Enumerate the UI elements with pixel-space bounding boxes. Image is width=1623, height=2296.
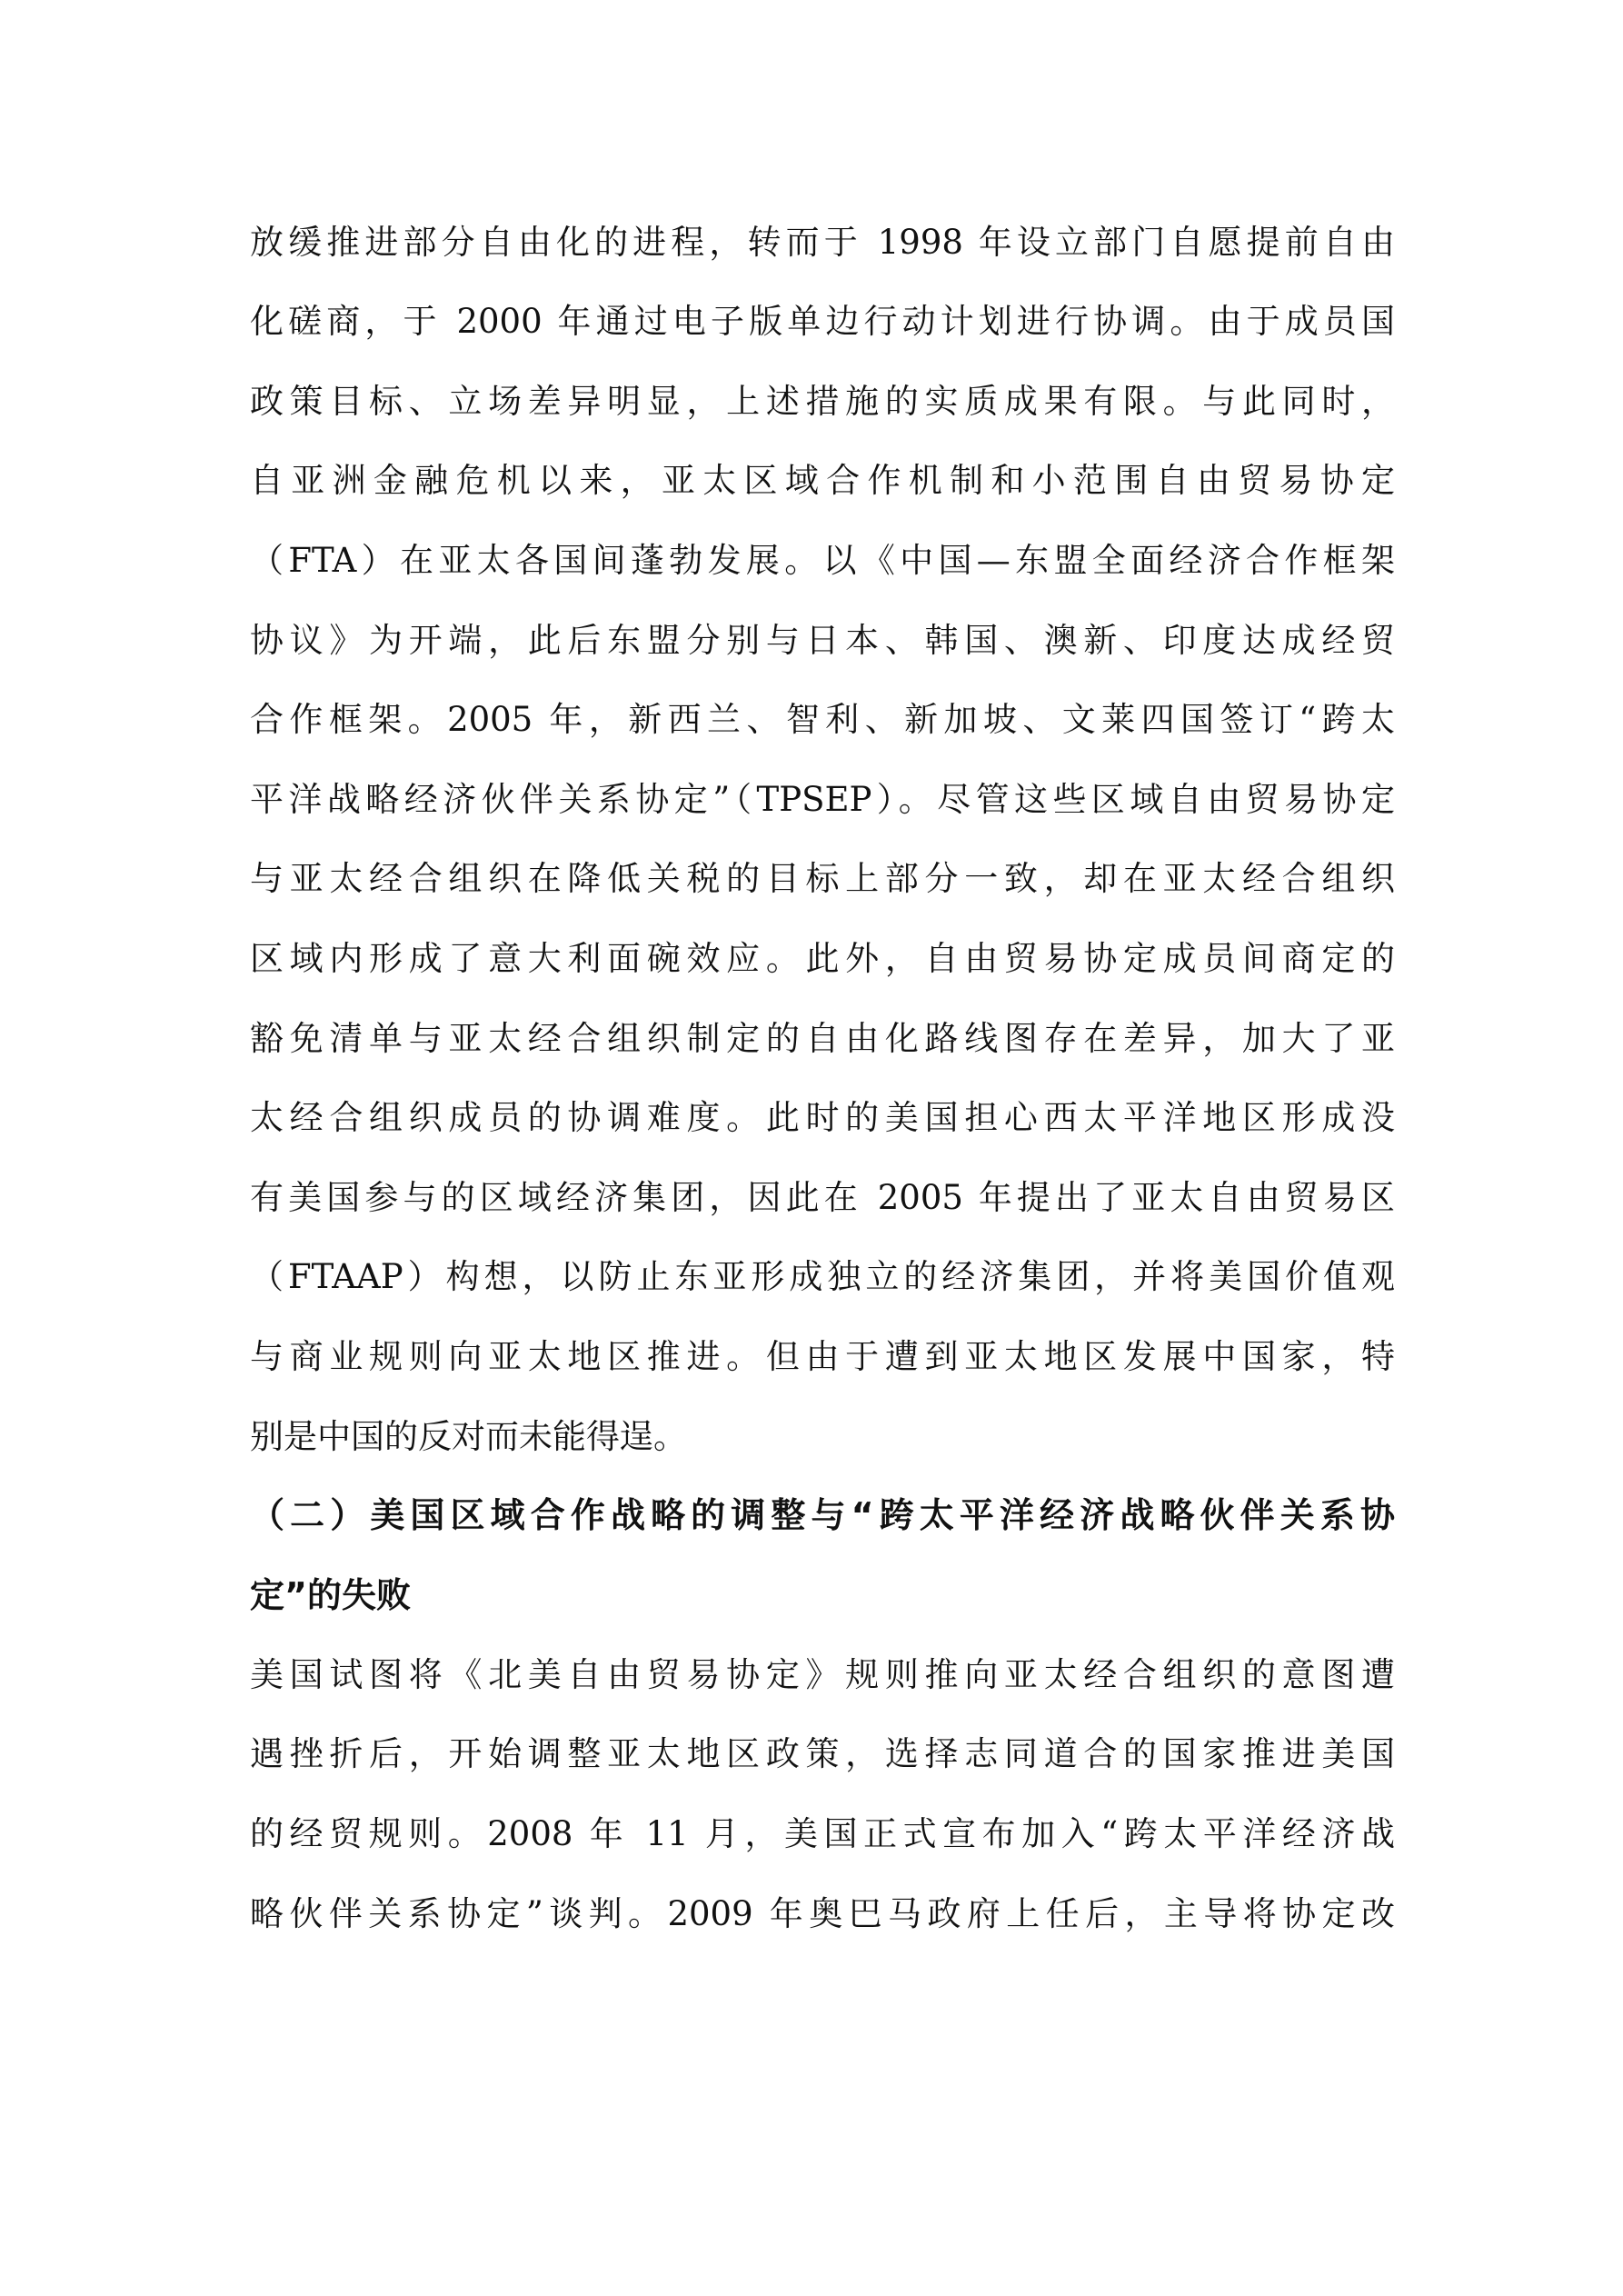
text-line: 太经合组织成员的协调难度。此时的美国担心西太平洋地区形成没 xyxy=(250,1098,1395,1137)
text-line: 平洋战略经济伙伴关系协定”（TPSEP）。尽管这些区域自由贸易协定 xyxy=(250,780,1395,819)
text-line: 合作框架。2005 年，新西兰、智利、新加坡、文莱四国签订“跨太 xyxy=(250,700,1395,739)
heading-line: 定”的失败 xyxy=(250,1575,411,1615)
text-line: 化磋商，于 2000 年通过电子版单边行动计划进行协调。由于成员国 xyxy=(250,302,1395,341)
text-line: 协议》为开端，此后东盟分别与日本、韩国、澳新、印度达成经贸 xyxy=(250,621,1395,660)
text-line: 有美国参与的区域经济集团，因此在 2005 年提出了亚太自由贸易区 xyxy=(250,1178,1395,1217)
text-line: 与亚太经合组织在降低关税的目标上部分一致，却在亚太经合组织 xyxy=(250,859,1395,898)
text-line: 遇挫折后，开始调整亚太地区政策，选择志同道合的国家推进美国 xyxy=(250,1734,1395,1773)
text-line: 放缓推进部分自由化的进程，转而于 1998 年设立部门自愿提前自由 xyxy=(250,223,1395,262)
text-line: 与商业规则向亚太地区推进。但由于遭到亚太地区发展中国家，特 xyxy=(250,1337,1395,1376)
text-line: 美国试图将《北美自由贸易协定》规则推向亚太经合组织的意图遭 xyxy=(250,1655,1395,1694)
text-line: 自亚洲金融危机以来，亚太区域合作机制和小范围自由贸易协定 xyxy=(250,461,1395,500)
text-line: 豁免清单与亚太经合组织制定的自由化路线图存在差异，加大了亚 xyxy=(250,1019,1395,1058)
text-line: 略伙伴关系协定”谈判。2009 年奥巴马政府上任后，主导将协定改 xyxy=(250,1894,1395,1933)
text-line: 别是中国的反对而未能得逞。 xyxy=(250,1417,687,1456)
text-line: （FTAAP）构想，以防止东亚形成独立的经济集团，并将美国价值观 xyxy=(250,1257,1395,1296)
text-line: （FTA）在亚太各国间蓬勃发展。以《中国—东盟全面经济合作框架 xyxy=(250,541,1395,580)
text-line: 的经贸规则。2008 年 11 月，美国正式宣布加入“跨太平洋经济战 xyxy=(250,1814,1395,1853)
text-line: 政策目标、立场差异明显，上述措施的实质成果有限。与此同时， xyxy=(250,382,1395,421)
heading-line: （二）美国区域合作战略的调整与“跨太平洋经济战略伙伴关系协 xyxy=(250,1495,1395,1535)
text-line: 区域内形成了意大利面碗效应。此外，自由贸易协定成员间商定的 xyxy=(250,939,1395,978)
